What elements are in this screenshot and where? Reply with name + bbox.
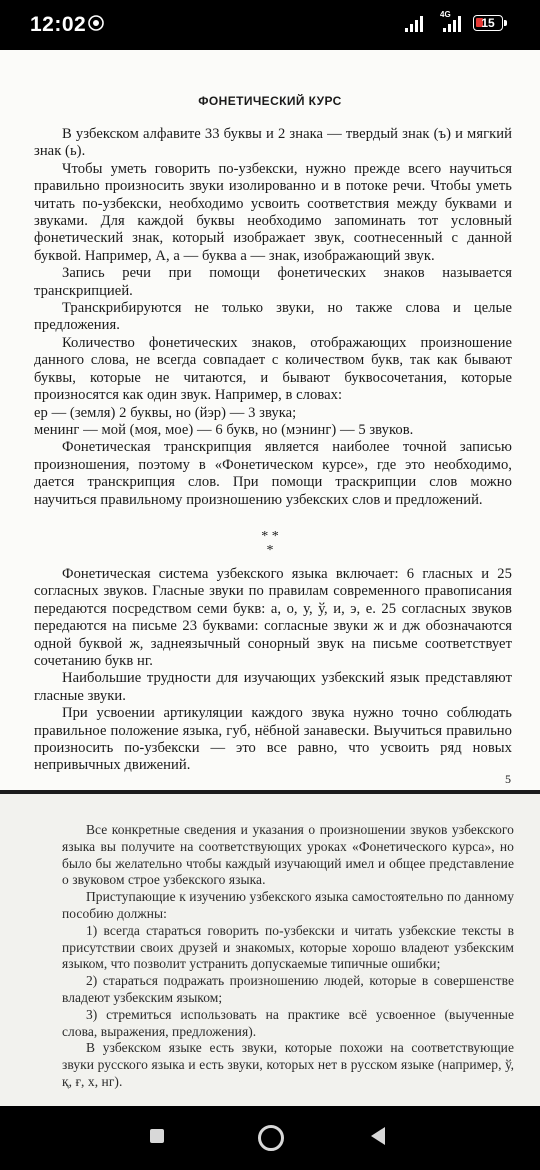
section-separator: * * * bbox=[261, 529, 279, 558]
page1-text-block-2 bbox=[34, 566, 512, 775]
paragraph: Приступающие к изучению узбекского языка самостоятельно по данному пособию должны: bbox=[62, 889, 514, 921]
example-line: менинг — мой (моя, мое) — 6 букв, но (мэнинг) — 5 звуков. bbox=[34, 421, 414, 438]
signal-strength-4g-icon bbox=[437, 16, 461, 32]
home-icon[interactable] bbox=[258, 1125, 284, 1151]
paragraph: Наибольшие трудности для изучающих узбекский язык представляют гласные звуки. bbox=[34, 670, 512, 704]
paragraph: Транскрибируются не только звуки, но также слова и целые предложения. bbox=[34, 300, 512, 334]
paragraph: Все конкретные сведения и указания о произношении звуков узбекского языка вы получите на соответствующих уроках «Фонетического курса», но было бы желательно чтобы каждый изучающий имел и общее представление о звуковом строе узбекского языка. bbox=[62, 822, 514, 888]
list-item: 1) всегда стараться говорить по-узбекски и читать узбекские тексты в присутствии своих друзей и знакомых, которые хорошо владеют узбекским языком, что позволит устранить допускаемые типичные ошибки; bbox=[62, 922, 514, 972]
navigation-bar bbox=[0, 1106, 540, 1170]
page1-text-block bbox=[34, 126, 512, 509]
book-page-6[interactable] bbox=[0, 794, 540, 1106]
paragraph: Чтобы уметь говорить по-узбекски, нужно прежде всего научиться правильно произносить звуки изолированно и в потоке речи. Чтобы уметь читать по-узбекски, необходимо усвоить соответствия между буквами и звуками. Для каждой буквы необходимо запоминать тот условный фонетический знак, который изображает звук, соотнесенный с данной буквой. Например, А, а — буква а — знак, изображающий звук. bbox=[34, 160, 512, 264]
example-line: ер — (земля) 2 буквы, но (йэр) — 3 звука; bbox=[34, 404, 297, 421]
clock: 12:02 bbox=[30, 13, 87, 36]
paragraph: Фонетическая система узбекского языка включает: 6 гласных и 25 согласных звуков. Гласные звуки по правилам современного правописания передаются посредством семи букв: а, о, у, ў, и, э, е. 25 согласных звуков передаются на письме 23 буквами: согласные звуки ж и дж обозначаются одной буквой ж, заднеязычный сонорный звук на письме соответствует сочетанию букв нг. bbox=[34, 566, 512, 670]
page-number: 5 bbox=[505, 772, 511, 786]
network-type: 4G bbox=[440, 10, 451, 19]
paragraph: Запись речи при помощи фонетических знаков называется транскрипцией. bbox=[34, 265, 512, 299]
recent-apps-icon[interactable] bbox=[150, 1129, 164, 1143]
page2-text-block bbox=[62, 822, 514, 1091]
status-bar bbox=[0, 0, 540, 50]
list-item: 2) стараться подражать произношению людей, которые в совершенстве владеют узбекским языком; bbox=[62, 973, 514, 1005]
back-icon[interactable] bbox=[371, 1127, 385, 1145]
list-item: 3) стремиться использовать на практике всё усвоенное (выученные слова, выражения, предложения). bbox=[62, 1006, 514, 1039]
book-page-5[interactable] bbox=[0, 50, 540, 790]
paragraph: Количество фонетических знаков, отображающих произношение данного слова, не всегда совпадает с количеством букв, так как бывают буквы, которые не читаются, и бывают буквосочетания, которые произносятся как один звук. Например, в словах: bbox=[34, 334, 512, 404]
brightness-icon bbox=[87, 14, 105, 32]
signal-strength-icon bbox=[405, 16, 423, 32]
paragraph: Фонетическая транскрипция является наиболее точной записью произношения, поэтому в «Фонетическом курсе», где это необходимо, дается транскрипция слов. При помощи траскрипции слов можно научиться правильному произношению узбекских слов и предложений. bbox=[34, 439, 512, 508]
paragraph: В узбекском языке есть звуки, которые похожи на соответствующие звуки русского языка и есть звуки, которых нет в русском языке (например, ў, қ, ғ, х, нг). bbox=[62, 1040, 514, 1089]
section-title: ФОНЕТИЧЕСКИЙ КУРС bbox=[198, 94, 342, 108]
paragraph: В узбекском алфавите 33 буквы и 2 знака — твердый знак (ъ) и мягкий знак (ь). bbox=[34, 126, 512, 160]
paragraph: При усвоении артикуляции каждого звука нужно точно соблюдать правильное положение языка, губ, нёбной занавески. Выучиться правильно произносить по-узбекски — это все равно, что усвоить ряд новых непривычных движений. bbox=[34, 705, 512, 774]
battery-percent: 15 bbox=[481, 16, 495, 30]
battery-icon bbox=[473, 15, 509, 33]
